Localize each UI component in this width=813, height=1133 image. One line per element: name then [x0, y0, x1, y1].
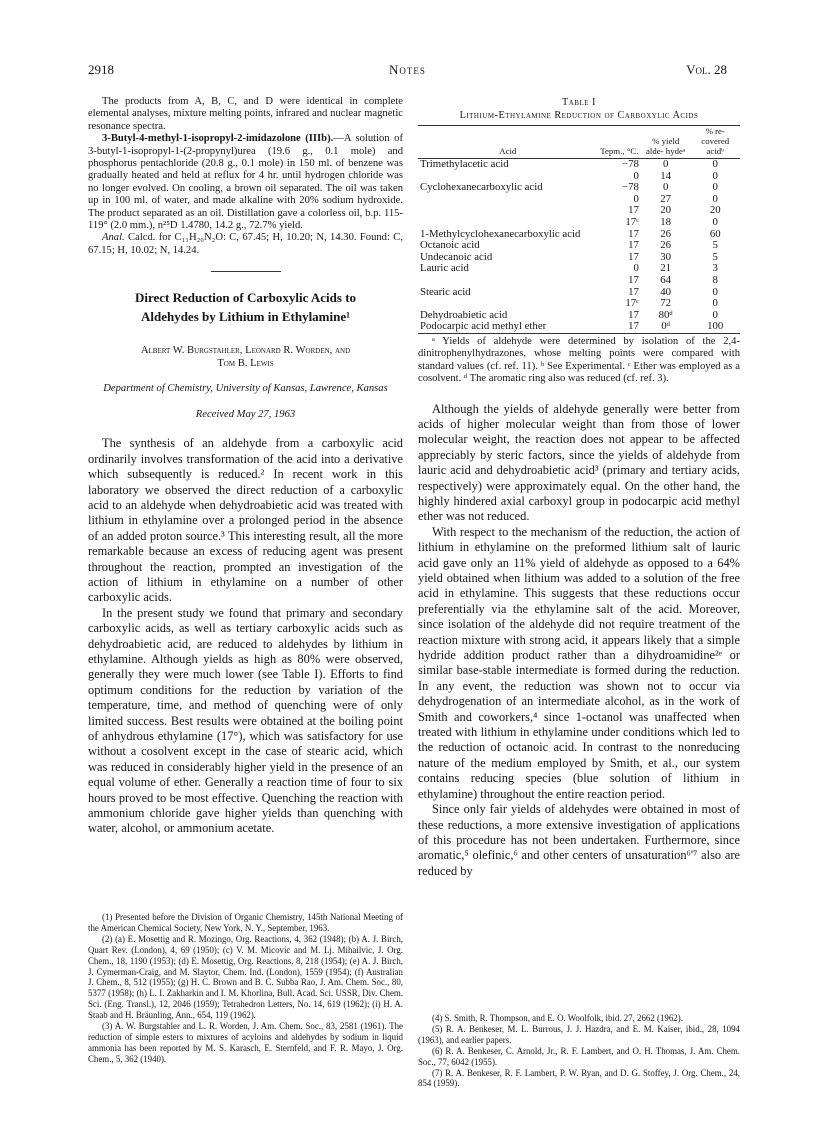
cell-temp: −78 [622, 158, 639, 170]
cell-temp: 17 [628, 285, 639, 298]
cell-yield: 21 [660, 262, 672, 275]
cell-yield: 80ᵈ [658, 308, 673, 321]
table-label: Table I [562, 97, 596, 108]
cell-acid: Octanoic acid [420, 239, 480, 252]
table-row [418, 321, 740, 333]
cell-yield: 0ᵈ [661, 320, 671, 333]
table-header-row [418, 126, 740, 159]
cell-temp: 17 [628, 239, 639, 252]
cell-yield: 72 [660, 297, 672, 310]
cell-yield: 20 [660, 204, 672, 217]
cell-recovered: 3 [712, 262, 718, 275]
header-yield: % yield alde- hydeᵃ [646, 136, 686, 156]
cell-recovered: 8 [712, 273, 718, 286]
header-recovered: % re- covered acidᵇ [701, 126, 730, 156]
title-line: Direct Reduction of Carboxylic Acids to [134, 290, 357, 306]
cell-acid [418, 205, 598, 217]
cell-recovered: 100 [707, 320, 724, 333]
footnote: (6) R. A. Benkeser, C. Arnold, Jr., R. F. Lambert, and O. H. Thomas, J. Am. Chem. Soc., 77, 6042 (1955). [418, 1045, 740, 1067]
analysis-label: Anal. [102, 232, 125, 244]
cell-acid: Podocarpic acid methyl ether [420, 320, 547, 333]
table-row [418, 159, 740, 171]
cell-yield: 14 [660, 169, 672, 182]
experimental-paragraph: The products from A, B, C, and D were identical in complete elemental analyses, mixture melting points, infrared and nuclear magnetic resonance spectra. [88, 96, 403, 132]
right-column [418, 96, 740, 879]
cell-yield: 18 [660, 215, 672, 228]
results-table [418, 125, 740, 334]
cell-acid: Lauric acid [420, 262, 469, 275]
author-line: Tom B. Lewis [217, 358, 274, 370]
cell-temp: 0 [633, 192, 639, 205]
cell-acid [418, 275, 598, 287]
experimental-paragraph [88, 133, 403, 232]
body-paragraph: In the present study we found that primary and secondary carboxylic acids, as well as tertiary carboxylic acids such as dehydroabietic acid, are reduced to aldehydes by lithium in ethylamine. Although yields as high as 80% were observed, generally they were much lower (see Table I). Efforts to find optimum conditions for the reduction by variation of the temperature, time, and method of quenching were of only limited success. Best results were obtained at the boiling point of anhydrous ethylamine (17°), which was satisfactory for use without a cosolvent except in the case of stearic acid, which was reduced in considerably higher yield in the presence of an equal volume of ether. Generally a reaction time of four to six hours proved to be most effective. Quenching the reaction with ammonium chloride gave higher yields than quenching with water, alcohol, or ammonium acetate. [88, 605, 403, 836]
cell-recovered: 20 [709, 204, 721, 217]
procedure-text: —A solution of 3-butyl-1-isopropyl-1-(2-propynyl)urea (19.6 g., 0.1 mole) and phosphorus pentachloride (20.8 g., 0.1 mole) in 150 ml. of benzene was gradually heated and held at reflux for 4 hr. until hydrogen chloride was no longer evolved. On cooling, a brown oil separated. The oil was taken up in 100 ml. of water, and made alkaline with 20% sodium hydroxide. The product separated as an oil. Distillation gave a colorless oil, b.p. 115-119° (2.0 mm.), n²⁵D 1.4780, 14.2 g., 72.7% yield. [88, 133, 403, 232]
title-line: Aldehydes by Lithium in Ethylamine¹ [140, 309, 351, 325]
left-column [88, 96, 403, 837]
body-paragraph: Since only fair yields of aldehydes were obtained in most of these reductions, a more extensive investigation of applications of this procedure has not been undertaken. Furthermore, since aromatic,⁵ olefinic,⁶ and other centers of unsaturation⁶'⁷ also are reduced by [418, 802, 740, 878]
footnote: (7) R. A. Benkeser, R. F. Lambert, P. W. Ryan, and D. G. Stoffey, J. Org. Chem., 24, 854 (1959). [418, 1067, 740, 1089]
cell-acid: Cyclohexanecarboxylic acid [420, 181, 543, 194]
cell-temp: 17 [628, 250, 639, 263]
header-acid: Acid [499, 146, 517, 156]
article-title [88, 288, 403, 326]
cell-temp: 17 [628, 227, 639, 240]
cell-yield: 30 [660, 250, 672, 263]
right-footnotes [418, 1013, 740, 1089]
cell-temp: 17 [628, 320, 639, 333]
footnote: (2) (a) E. Mosettig and R. Mozingo, Org. Reactions, 4, 362 (1948); (b) A. J. Birch, Quart Rev. (London), 4, 69 (1950); (c) V. M. Micovic and M. Lj. Mihailvic, J. Org. Chem., 18, 1190 (1953); (d) E. Mosettig, Org. Reactions, 8, 218 (1954); (e) A. J. Birch, J. Cymerman-Craig, and M. Slaytor, Chem. Ind. (London), 1559 (1954); (f) Australian J. Chem., 8, 512 (1955); (g) H. C. Brown and B. C. Subba Rao, J. Am. Chem. Soc., 80, 5377 (1958); (h) L. I. Zakharkin and I. M. Khorlina, Bull. Acad. Sci. USSR, Div. Chem. Sci. (Eng. Transl.), 12, 2046 (1959); Tetrahedron Letters, No. 14, 619 (1962); (i) H. A. Staab and H. Bräunling, Ann., 654, 119 (1962). [88, 933, 403, 1021]
table-caption: Lithium-Ethylamine Reduction of Carboxylic Acids [459, 110, 699, 121]
cell-recovered: 0 [712, 308, 718, 321]
body-paragraph: Although the yields of aldehyde generally were better from acids of higher molecular weight than from those of lower molecular weight, the reaction does not appear to be affected appreciably by steric factors, since the yields of aldehyde from lauric acid and dehydroabietic acid³ (primary and tertiary acids, respectively) were approximately equal. On the other hand, the highly hindered axial carboxyl group in podocarpic acid methyl ether was not reduced. [418, 401, 740, 524]
cell-yield: 26 [660, 227, 672, 240]
cell-recovered: 60 [709, 227, 721, 240]
cell-temp: 17 [628, 308, 639, 321]
cell-acid [418, 194, 598, 206]
section-title: Notes [389, 62, 426, 77]
compound-heading: 3-Butyl-4-methyl-1-isopropyl-2-imidazolone (IIIb). [102, 133, 334, 145]
table-notes: ᵃ Yields of aldehyde were determined by isolation of the 2,4-dinitrophenylhydrazones, whose melting points were compared with standard values (cf. ref. 11). ᵇ See Experimental. ᶜ Ether was employed as a cosolvent. ᵈ The aromatic ring also was reduced (cf. ref. 3). [418, 335, 740, 385]
footnote: (3) A. W. Burgstahler and L. R. Worden, J. Am. Chem. Soc., 83, 2581 (1961). The reduction of simple esters to mixtures of acyloins and aldehydes by sodium in liquid ammonia has been reported by M. S. Karasch, E. Sternfeld, and F. R. Mayo, J. Org. Chem., 5, 362 (1940). [88, 1021, 403, 1064]
cell-temp: −78 [622, 181, 639, 194]
cell-recovered: 0 [712, 297, 718, 310]
table-row [418, 275, 740, 287]
analysis-paragraph [88, 232, 403, 257]
table-row [418, 182, 740, 194]
authors [88, 344, 403, 370]
cell-recovered: 5 [712, 250, 718, 263]
cell-yield: 0 [662, 181, 669, 194]
cell-yield: 27 [660, 192, 672, 205]
cell-temp: 0 [633, 169, 639, 182]
table-row [418, 205, 740, 217]
analysis-text: Calcd. for C₁₁H₂₀N₂O: C, 67.45; H, 10.20; N, 14.30. Found: C, 67.15; H, 10.02; N, 14.24. [88, 232, 403, 256]
header-temp: Tepm., °C. [600, 146, 639, 156]
cell-temp: 17 [628, 204, 639, 217]
cell-yield: 26 [660, 239, 672, 252]
cell-recovered: 0 [712, 285, 718, 298]
table-row [418, 194, 740, 206]
cell-yield: 0 [662, 158, 669, 170]
footnote: (5) R. A. Benkeser, M. L. Burrous, J. J. Hazdra, and E. M. Kaiser, ibid., 28, 1094 (1963), and earlier papers. [418, 1023, 740, 1045]
cell-recovered: 0 [712, 169, 718, 182]
table-row [418, 240, 740, 252]
footnote: (4) S. Smith, R. Thompson, and E. O. Woolfolk, ibid. 27, 2662 (1962). [432, 1013, 683, 1023]
cell-acid [418, 298, 598, 310]
table-row [418, 298, 740, 310]
cell-recovered: 0 [712, 158, 718, 170]
cell-recovered: 5 [712, 239, 718, 252]
cell-acid: Undecanoic acid [420, 250, 493, 263]
table-body [418, 159, 740, 334]
page-number: 2918 [88, 62, 114, 77]
body-paragraph: With respect to the mechanism of the reduction, the action of lithium in ethylamine on the preformed lithium salt of lauric acid gave only an 11% yield of aldehyde as opposed to a 64% yield obtained when lithium was added to a solution of the free acid in ethylamine. This suggests that these reductions occur preferentially via the ethylamine salt of the acid. Moreover, since isolation of the aldehyde did not require treatment of the reaction mixture with strong acid, it appears likely that a simple hydride addition product rather than a dihydroamidine²ᵉ or similar base-stable intermediate is formed during the reduction. In any event, the reduction was shown not to occur via dehydrogenation of an intermediate alcohol, as in the work of Smith and coworkers,⁴ since 1-octanol was unaffected when treated with lithium in ethylamine under conditions which led to the reduction of octanoic acid. In contrast to the nonreducing nature of the medium employed by Smith, et al., our system contains reducing species (blue solution of lithium in ethylamine) throughout the entire reaction period. [418, 524, 740, 801]
cell-acid [418, 217, 598, 229]
cell-recovered: 0 [712, 215, 718, 228]
cell-temp: 17 [628, 273, 639, 286]
body-paragraph: The synthesis of an aldehyde from a carboxylic acid ordinarily involves transformation of the acid into a derivative which subsequently is reduced.² In recent work in this laboratory we observed the direct reduction of a carboxylic acid to an aldehyde when dehydroabietic acid was treated with lithium in ethylamine over a prolonged period in the absence of an added proton source.³ This interesting result, all the more remarkable because an excess of reducing agent was present throughout the reaction, prompted an investigation of the action of lithium in ethylamine on a number of other carboxylic acids. [88, 436, 403, 605]
cell-yield: 64 [660, 273, 672, 286]
cell-acid: 1-Methylcyclohexanecarboxylic acid [420, 227, 581, 240]
cell-yield: 40 [660, 285, 672, 298]
cell-temp: 0 [633, 262, 639, 275]
running-header [88, 62, 727, 80]
left-footnotes [88, 912, 403, 1065]
table-row [418, 287, 740, 299]
section-divider [211, 271, 281, 272]
footnote: (1) Presented before the Division of Organic Chemistry, 145th National Meeting of the American Chemical Society, New York, N. Y., September, 1963. [88, 912, 403, 933]
cell-temp: 17ᶜ [625, 297, 639, 310]
table-row [418, 263, 740, 275]
affiliation: Department of Chemistry, University of Kansas, Lawrence, Kansas [103, 383, 388, 395]
cell-acid: Stearic acid [420, 285, 471, 298]
received-date: Received May 27, 1963 [195, 409, 296, 421]
author-line: Albert W. Burgstahler, Leonard R. Worden, and [140, 345, 351, 357]
table-row [418, 217, 740, 229]
cell-acid: Dehydroabietic acid [420, 308, 508, 321]
cell-recovered: 0 [712, 181, 718, 194]
volume-label: Vol. 28 [686, 62, 727, 77]
cell-temp: 17ᶜ [625, 215, 639, 228]
cell-recovered: 0 [712, 192, 718, 205]
cell-acid: Trimethylacetic acid [420, 158, 509, 170]
